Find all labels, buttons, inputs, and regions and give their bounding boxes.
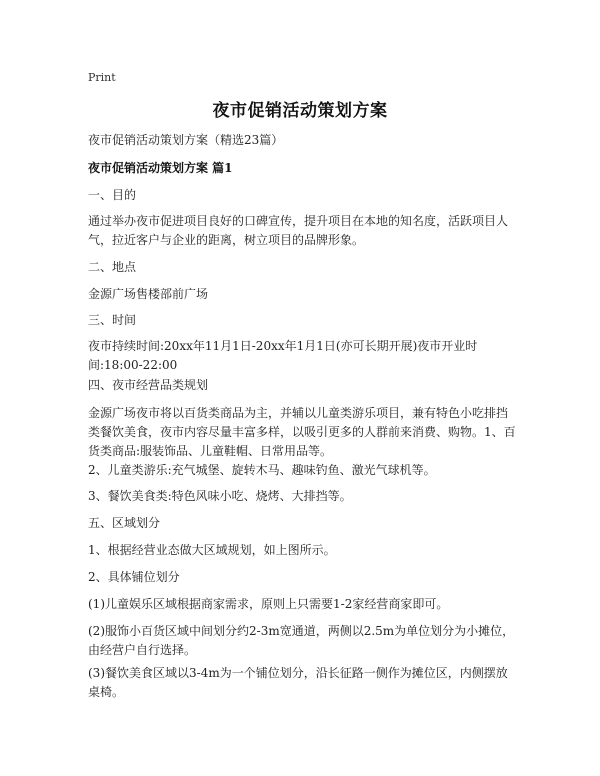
paragraph-zoning-1: 1、根据经营业态做大区域规划，如上图所示。 <box>88 543 336 557</box>
paragraph-purpose: 通过举办夜市促进项目良好的口碑宣传，提升项目在本地的知名度，活跃项目人气，拉近客户与企业的距离，树立项目的品牌形象。 <box>88 214 509 247</box>
paragraph-categories: 金源广场夜市将以百货类商品为主，并辅以儿童类游乐项目，兼有特色小吃排挡类餐饮美食，夜市内容尽量丰富多样，以吸引更多的人群前来消费、购物。1、百货类商品:服装饰品、儿童鞋帽、日常用品等。 <box>88 406 516 458</box>
paragraph-location: 金源广场售楼部前广场 <box>88 287 209 301</box>
heading-zoning: 五、区域划分 <box>88 516 161 530</box>
paragraph-zoning-apparel: (2)服饰小百货区域中间划分约2-3m宽通道，两侧以2.5m为单位划分为小摊位，由经营户自行选择。 <box>88 624 515 657</box>
paragraph-kids-rides: 2、儿童类游乐:充气城堡、旋转木马、趣味钓鱼、激光气球机等。 <box>88 463 436 477</box>
heading-categories: 四、夜市经营品类规划 <box>88 378 209 392</box>
paragraph-zoning-2: 2、具体铺位划分 <box>88 570 180 584</box>
print-link[interactable]: Print <box>88 71 116 84</box>
heading-time: 三、时间 <box>88 313 137 327</box>
paragraph-food: 3、餐饮美食类:特色风味小吃、烧烤、大排挡等。 <box>88 489 352 503</box>
paragraph-zoning-food: (3)餐饮美食区域以3-4m为一个铺位划分，沿长征路一侧作为摊位区，内侧摆放桌椅。 <box>88 666 508 699</box>
paragraph-zoning-kids: (1)儿童娱乐区域根据商家需求，原则上只需要1-2家经营商家即可。 <box>88 597 449 611</box>
document-title: 夜市促销活动策划方案 <box>212 101 388 121</box>
heading-purpose: 一、目的 <box>88 188 137 202</box>
document-subtitle: 夜市促销活动策划方案（精选23篇） <box>88 133 284 147</box>
section-title: 夜市促销活动策划方案 篇1 <box>88 161 233 175</box>
paragraph-time: 夜市持续时间:20xx年11月1日-20xx年1月1日(亦可长期开展)夜市开业时间:18:00-22:00 <box>88 339 478 372</box>
heading-location: 二、地点 <box>88 260 137 274</box>
